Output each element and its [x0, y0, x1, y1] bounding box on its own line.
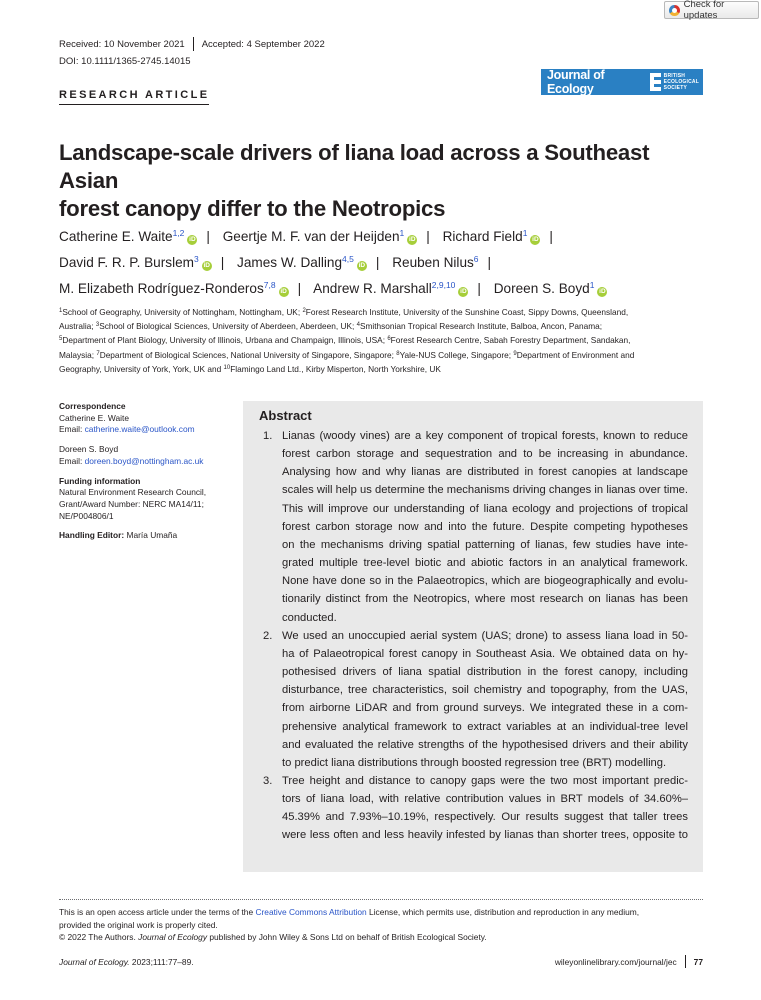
society-logo-text: BRITISH ECOLOGICAL SOCIETY — [663, 73, 699, 91]
correspondence-name: Doreen S. Boyd — [59, 444, 119, 455]
abstract-line: tionarily distinct from the Neotropics, where most research on lianas has been — [282, 593, 688, 606]
check-for-updates-label: Check for updates — [683, 0, 725, 21]
handling-editor: Handling Editor: María Umaña — [59, 530, 178, 541]
abstract-item — [263, 772, 688, 845]
correspondence-block — [59, 401, 239, 436]
correspondence-heading: Correspondence — [59, 401, 126, 411]
abstract-line: ha of Palaeotropical forest canopy in Southeast Asia. We obtained data on hy- — [282, 647, 688, 660]
license-text: This is an open access article under the terms of the Creative Commons Attribution License, which permits use, distribution and reproduction in any medium, provided the original work is properly cited. © 2022 The Authors. Journal of Ecology published by John Wiley & Sons Ltd on behalf of British Ecological Society. — [59, 907, 640, 943]
author[interactable]: Geertje M. F. van der Heijden$^1$iD — [222, 228, 416, 244]
correspondence-block — [59, 444, 239, 467]
abstract-line: We used an unoccupied aerial system (UAS; drone) to assess liana load in 50- — [282, 629, 688, 642]
doi: DOI: 10.1111/1365-2745.14015 — [59, 56, 191, 67]
orcid-icon[interactable]: iD — [460, 288, 467, 295]
society-e-icon — [650, 73, 661, 91]
abstract-line: scales will help us determine the mechanisms driving changes in lianas over time. — [282, 484, 688, 497]
abstract-line: forest carbon storage now and into the future. Despite competing hypotheses — [282, 520, 688, 533]
footer-separator — [685, 955, 686, 968]
abstract-item-number: 1. — [263, 430, 273, 442]
abstract-line: Analysing how and why lianas are distributed in forest canopies at landscape — [282, 466, 688, 479]
abstract-line: pothesised drivers of liana spatial distribution in the forest canopy, including — [282, 666, 688, 679]
email-link[interactable]: doreen.boyd@nottingham.ac.uk — [84, 455, 204, 466]
page-footer — [59, 955, 703, 968]
abstract-line: prehensive analytical framework to extract variables at an individual-tree level — [282, 720, 688, 733]
author-list: Catherine E. Waite$^{1,2}$iD | Geertje M. F. van der Heijden$^1$iD | Richard Field$^1$iD | David F. R. P. Burslem$^3$iD | James W. Dalling$^{4,5}$iD | Reuben Nilus$^6$ | M. Elizabeth Rodríguez-Ronderos$^{7,8}$iD | Andrew R. Marshall$^{2,9,10}$iD | Doreen S. Boyd$^1$iD — [59, 228, 606, 296]
journal-logo-text: Journal of Ecology — [547, 68, 605, 96]
author[interactable]: Richard Field$^1$iD — [442, 228, 539, 244]
article-dates — [59, 37, 325, 51]
email-link[interactable]: catherine.waite@outlook.com — [84, 424, 195, 435]
abstract-line: on the mechanisms driving spatial patterning of lianas, few studies have inte- — [282, 538, 688, 551]
abstract-line: Lianas (woody vines) are a key component of tropical forests, known to reduce — [282, 430, 688, 442]
abstract-line: from airborne LiDAR and from ground surveys. We integrated these in a com- — [282, 702, 688, 715]
accepted-date: Accepted: 4 September 2022 — [201, 38, 325, 50]
affiliation-line: $^5$Department of Plant Biology, University of Illinois, Urbana and Champaign, Illinois, USA; $^6$Forest Research Centre, Sabah Forestry Department, Sandakan, — [59, 335, 631, 346]
article-type: RESEARCH ARTICLE — [59, 89, 209, 105]
orcid-icon[interactable]: iD — [203, 262, 210, 269]
abstract-line: to predict liana distributions through boosted regression tree (BRT) modelling. — [282, 756, 667, 769]
orcid-icon[interactable]: iD — [280, 288, 287, 295]
abstract-list — [263, 427, 688, 845]
orcid-icon[interactable]: iD — [189, 236, 196, 243]
check-for-updates-button[interactable] — [664, 1, 759, 19]
citation: Journal of Ecology. 2023;111:77–89. — [59, 956, 194, 967]
society-logo — [650, 73, 699, 91]
abstract-line: disturbance, tree characteristics, soil chemistry and topography, from the UAS, — [282, 684, 688, 697]
author[interactable]: M. Elizabeth Rodríguez-Ronderos$^{7,8}$iD — [59, 280, 287, 296]
correspondence-email-line: Email: doreen.boyd@nottingham.ac.uk — [59, 455, 204, 466]
affiliation-line: Australia; $^3$School of Biological Sciences, University of Aberdeen, Aberdeen, UK; $^4$Smithsonian Tropical Research Institute, Balboa, Ancon, Panama; — [59, 321, 603, 332]
abstract-item — [263, 427, 688, 627]
funding-line: Grant/Award Number: NERC MA14/11; — [59, 498, 204, 509]
abstract-line: forest carbon storage and sequestration and to be increasing in abundance. — [282, 448, 688, 461]
abstract-item-number: 3. — [263, 774, 273, 787]
orcid-icon[interactable]: iD — [599, 288, 606, 295]
abstract-box — [243, 401, 703, 872]
footer-divider — [59, 899, 703, 900]
funding-block — [59, 476, 239, 523]
author[interactable]: Reuben Nilus$^6$ — [392, 254, 479, 270]
journal-url[interactable]: wileyonlinelibrary.com/journal/jec — [554, 956, 677, 967]
author[interactable]: Doreen S. Boyd$^1$iD — [493, 280, 606, 296]
abstract-line: None have done so in the Palaeotropics, which are biogeographically and evolu- — [282, 575, 688, 588]
funding-line: Natural Environment Research Council, — [59, 487, 207, 498]
abstract-item-number: 2. — [263, 629, 273, 642]
abstract-line: conducted. — [282, 611, 337, 624]
page-number: 77 — [693, 956, 703, 967]
author[interactable]: David F. R. P. Burslem$^3$iD — [59, 254, 210, 270]
correspondence-name: Catherine E. Waite — [59, 412, 129, 423]
author[interactable]: James W. Dalling$^{4,5}$iD — [237, 254, 366, 270]
orcid-icon[interactable]: iD — [532, 236, 539, 243]
article-sidebar — [59, 401, 239, 550]
abstract-line: were less often and less heavily infested by lianas than shorter trees, opposite to — [282, 829, 688, 842]
cc-license-link[interactable]: Creative Commons Attribution — [255, 907, 367, 917]
affiliation-line: Geography, University of York, York, UK and $^{10}$Flamingo Land Ltd., Kirby Misperton, North Yorkshire, UK — [59, 363, 441, 374]
orcid-icon[interactable]: iD — [409, 236, 416, 243]
received-date: Received: 10 November 2021 — [59, 38, 185, 50]
abstract-line: tors of liana load, with relative contribution values in BRT models of 34.60%– — [282, 793, 688, 806]
abstract-item — [263, 627, 688, 772]
date-divider — [193, 37, 194, 51]
author[interactable]: Catherine E. Waite$^{1,2}$iD — [59, 228, 196, 244]
abstract-line: Tree height and distance to canopy gaps were the two most important predic- — [282, 774, 688, 787]
orcid-icon[interactable]: iD — [358, 262, 366, 269]
funding-heading: Funding information — [59, 475, 141, 486]
funding-line: NE/P004806/1 — [59, 510, 114, 521]
abstract-line: This will improve our understanding of liana ecology and projections of tropical — [282, 502, 688, 515]
journal-logo — [541, 69, 703, 95]
correspondence-email-line: Email: catherine.waite@outlook.com — [59, 424, 195, 435]
affiliation-line: $^1$School of Geography, University of Nottingham, Nottingham, UK; $^2$Forest Research Institute, University of the Sunshine Coast, Sippy Downs, Queensland, — [59, 307, 629, 317]
abstract-line: 45.39% and 7.93%–10.19%, respectively. Our results suggest that taller trees — [282, 811, 688, 824]
affiliation-line: Malaysia; $^7$Department of Biological Sciences, National University of Singapore, Singapore; $^8$Yale-NUS College, Singapore; $^9$Department of Environment and — [59, 349, 635, 360]
crossmark-icon — [669, 5, 680, 16]
abstract-heading: Abstract — [259, 408, 312, 423]
affiliations — [59, 305, 704, 376]
abstract-line: and evaluated the relative strengths of the hypothesised drivers and their ability — [282, 738, 688, 751]
article-title: Landscape-scale drivers of liana load across a Southeast Asian forest canopy differ to the Neotropics — [59, 140, 650, 221]
author[interactable]: Andrew R. Marshall$^{2,9,10}$iD — [313, 280, 467, 296]
abstract-line: grated multiple tree-level biotic and abiotic factors in an analytical framework. — [282, 557, 688, 570]
